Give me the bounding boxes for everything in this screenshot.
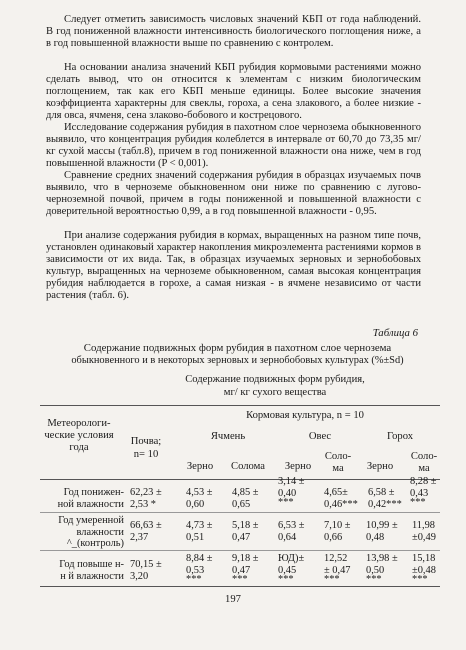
- row-label: Год понижен- ной влажности: [57, 487, 124, 510]
- page-number: 197: [225, 594, 241, 605]
- soil-header-2: n= 10: [133, 449, 159, 460]
- super-header-line-1: Содержание подвижных форм рубидия,: [185, 374, 365, 385]
- cell-soil: 70,15 ± 3,20: [130, 559, 162, 582]
- cell-peas-grain: 10,99 ± 0,48: [366, 520, 398, 543]
- table-caption-line-1: Содержание подвижных форм рубидия в пахотном слое чернозема: [83, 342, 392, 354]
- subcol-oats-straw-1: Соло-: [324, 451, 352, 462]
- paragraph-3: Исследование содержания рубидия в пахотном слое чернозема обыкновенного выявило, что концентрация рубидия колеблется в интервале от 60,70 до 73,35 мг/кг сухой массы (табл.8), причем в год пониженной влажности она ниже, чем в год повышенной влажности (P < 0,001).: [46, 122, 421, 170]
- subcol-peas-grain: Зерно: [366, 461, 394, 472]
- subcol-oats-grain: Зерно: [284, 461, 312, 472]
- crop-peas: Горох: [386, 431, 414, 442]
- cell-peas-grain: 13,98 ± 0,50 ***: [366, 553, 398, 586]
- row-divider: [40, 512, 440, 513]
- paragraph-2: На основании анализа значений КБП рубидия кормовыми растениями можно сделать вывод, что он относится к элементам с низким биологическим поглощением, так как его КБП меньше единицы. Более высокие значения коэффициента характерны для свеклы, гороха, а сена злакового, а более низкие - для овса, ячменя, сена злаково-бобового и кострецового.: [46, 62, 421, 122]
- cell-oats-straw: 7,10 ± 0,66: [324, 520, 351, 543]
- subcol-oats-straw-2: ма: [332, 463, 344, 474]
- cell-peas-straw: 8,28 ± 0,43 ***: [410, 476, 437, 509]
- cell-barley-grain: 4,53 ± 0,60: [186, 487, 213, 510]
- cell-barley-straw: 5,18 ± 0,47: [232, 520, 259, 543]
- table-label: Таблица 6: [372, 327, 418, 339]
- subcol-barley-grain: Зерно: [186, 461, 214, 472]
- crop-header: Кормовая культура, n = 10: [246, 410, 364, 421]
- crop-barley: Ячмень: [210, 431, 246, 442]
- row-label: Год умеренной влажности ^_(контроль): [58, 515, 124, 550]
- table-caption-line-2: обыкновенного и в некоторых зерновых и зернобобовых культурах (%±Sd): [71, 355, 404, 366]
- cell-peas-grain: 6,58 ± 0,42***: [368, 487, 402, 510]
- super-header-line-2: мг/ кг сухого вещества: [223, 387, 327, 398]
- paragraph-5: При анализе содержания рубидия в кормах, выращенных на разном типе почв, установлен одинаковый характер накопления микроэлемента растениями кормов в зависимости от их вида. Так, в образцах изучаемых зерновых и зернобобовых культур, выращенных на черноземе обыкновенном, самая высокая концентрация рубидия наблюдается в горохе, а самая низкая - в ячмене независимо от части растения (табл. 6).: [46, 230, 421, 302]
- subcol-barley-straw: Солома: [231, 461, 265, 472]
- cell-peas-straw: 11,98 ±0,49: [412, 520, 436, 543]
- conditions-header-2: ческие условия: [44, 430, 114, 441]
- cell-oats-straw: 4,65± 0,46***: [324, 487, 358, 510]
- cell-peas-straw: 15,18 ±0,48 ***: [412, 553, 436, 586]
- table-bottom-rule: [40, 586, 440, 587]
- cell-oats-straw: 12,52 ± 0,47 ***: [324, 553, 351, 586]
- conditions-header-1: Метеорологи-: [47, 418, 111, 429]
- row-label: Год повыше н- н й влажности: [59, 559, 124, 582]
- subcol-peas-straw-1: Соло-: [410, 451, 438, 462]
- cell-barley-straw: 4,85 ± 0,65: [232, 487, 259, 510]
- paragraph-1: Следует отметить зависимость числовых значений КБП от года наблюдений. В год пониженной влажности интенсивность биологического поглощения ниже, а в год повышенной влажности выше по сравнению с контролем.: [46, 14, 421, 50]
- soil-header-1: Почва;: [130, 436, 162, 447]
- cell-barley-grain: 4,73 ± 0,51: [186, 520, 213, 543]
- cell-soil: 66,63 ± 2,37: [130, 520, 162, 543]
- row-divider: [40, 550, 440, 551]
- cell-oats-grain: ЮД)± 0,45 ***: [278, 553, 305, 586]
- crop-oats: Овес: [308, 431, 332, 442]
- conditions-header-3: года: [69, 442, 89, 453]
- subcol-peas-straw-2: ма: [418, 463, 430, 474]
- paragraph-4: Сравнение средних значений содержания рубидия в образцах изучаемых почв выявило, что в черноземе обыкновенном они ниже по сравнению с лугово-черноземной почвой, причем в годы пониженной и повышенной влажности с доверительной вероятностью 0,99, а в год повышенной влажности - 0,95.: [46, 170, 421, 218]
- table-header-rule: [40, 479, 440, 480]
- cell-barley-grain: 8,84 ± 0,53 ***: [186, 553, 213, 586]
- cell-soil: 62,23 ± 2,53 *: [130, 487, 162, 510]
- table-top-rule: [40, 405, 440, 406]
- cell-oats-grain: 3,14 ± 0,40 ***: [278, 476, 305, 509]
- cell-barley-straw: 9,18 ± 0,47 ***: [232, 553, 259, 586]
- cell-oats-grain: 6,53 ± 0,64: [278, 520, 305, 543]
